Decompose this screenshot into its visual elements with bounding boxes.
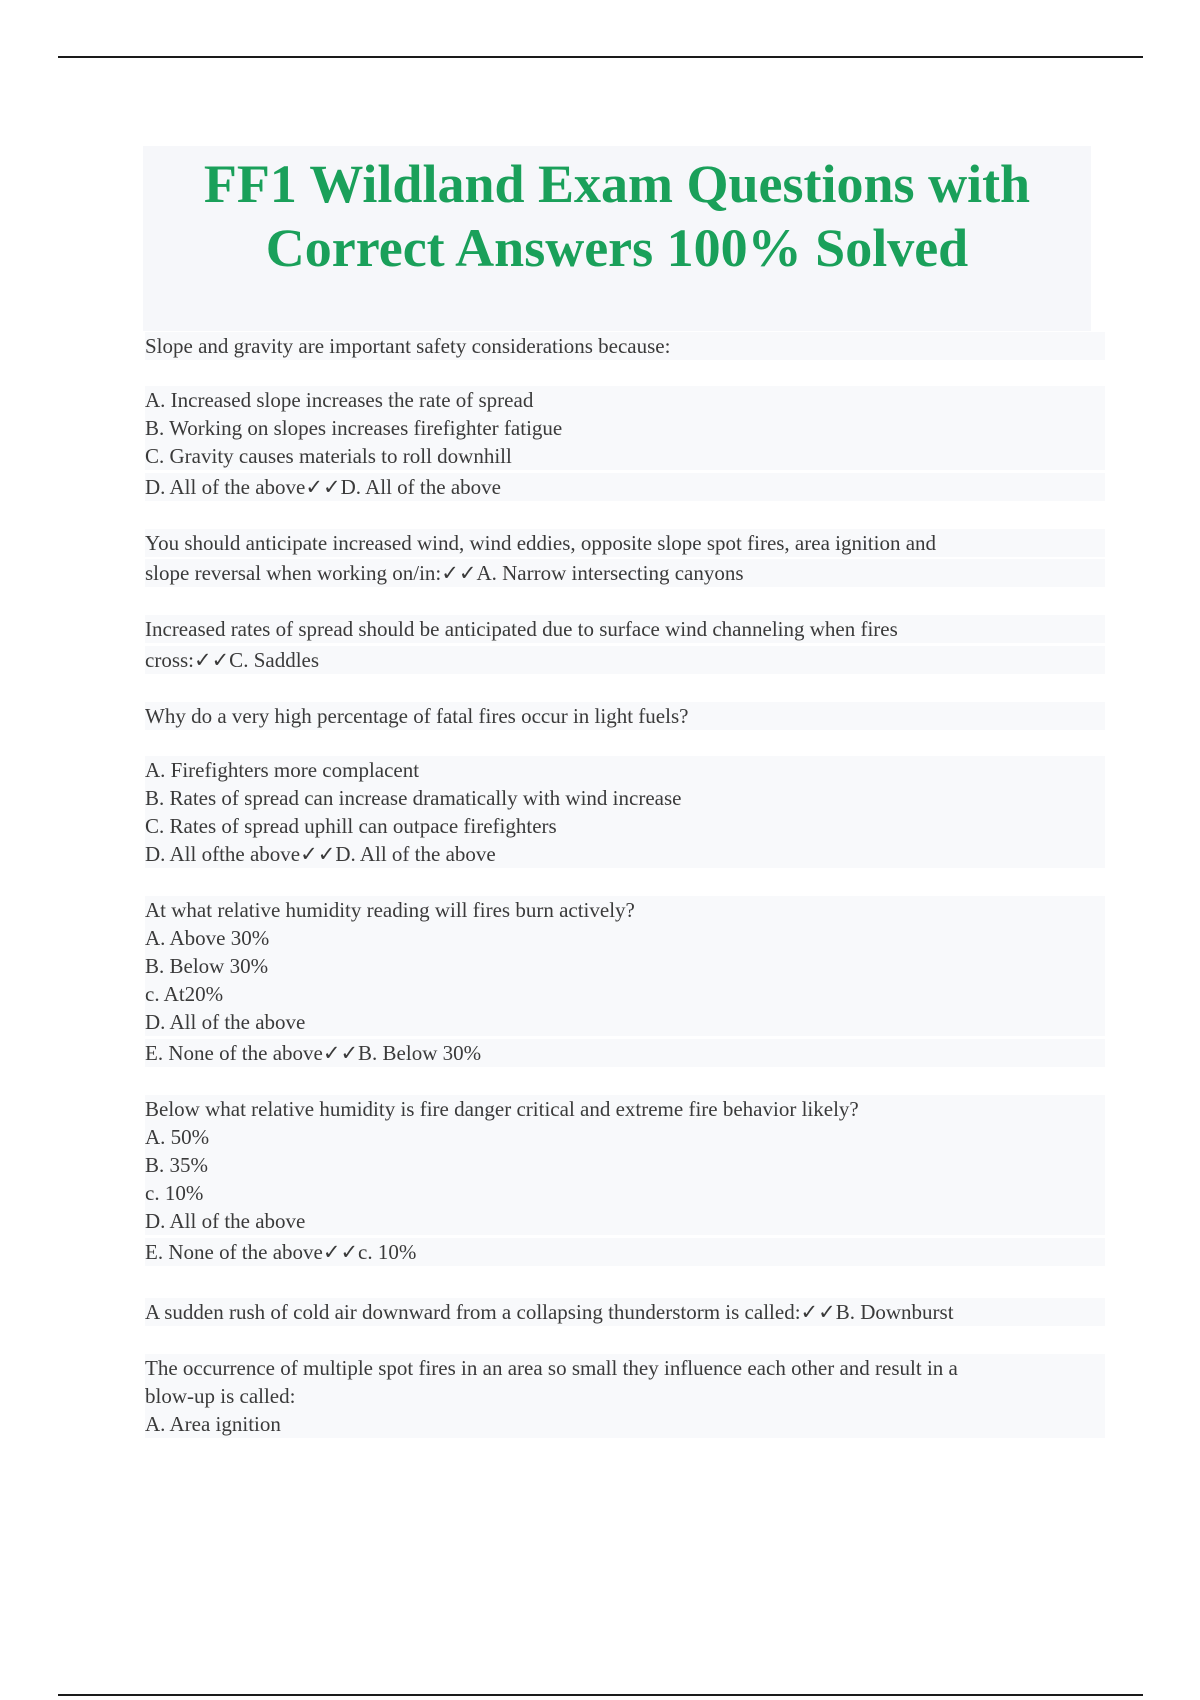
question-text: cross:✓✓C. Saddles — [145, 646, 1105, 674]
question-block-5 — [145, 896, 1105, 1067]
answer-option: D. All ofthe above✓✓D. All of the above — [145, 840, 1105, 868]
question-block-2 — [145, 529, 1105, 587]
answer-option: B. Below 30% — [145, 952, 1105, 980]
question-text: slope reversal when working on/in:✓✓A. Narrow intersecting canyons — [145, 559, 1105, 587]
question-text: A sudden rush of cold air downward from a collapsing thunderstorm is called:✓✓B. Downburst — [145, 1298, 1105, 1326]
answer-option: A. Firefighters more complacent — [145, 756, 1105, 784]
answer-option: E. None of the above✓✓c. 10% — [145, 1238, 1105, 1266]
spacer — [145, 360, 1105, 386]
answer-option: A. 50% — [145, 1123, 1105, 1151]
question-text: blow-up is called: — [145, 1382, 1105, 1410]
question-block-4 — [145, 702, 1105, 868]
question-text: At what relative humidity reading will fires burn actively? — [145, 896, 1105, 924]
answer-option: B. 35% — [145, 1151, 1105, 1179]
spacer — [145, 587, 1105, 615]
question-text: Increased rates of spread should be anticipated due to surface wind channeling when fires — [145, 615, 1105, 643]
spacer — [145, 1326, 1105, 1354]
question-block-1 — [145, 332, 1105, 501]
answer-option: D. All of the above — [145, 1008, 1105, 1036]
spacer — [145, 1067, 1105, 1095]
question-text: Slope and gravity are important safety considerations because: — [145, 332, 1105, 360]
document-title-line-1: FF1 Wildland Exam Questions with — [203, 154, 1031, 214]
answer-option: c. 10% — [145, 1179, 1105, 1207]
spacer — [145, 674, 1105, 702]
answer-option: D. All of the above✓✓D. All of the above — [145, 473, 1105, 501]
document-body — [145, 330, 1105, 1438]
question-block-7 — [145, 1298, 1105, 1326]
answer-option: B. Working on slopes increases firefighter fatigue — [145, 414, 1105, 442]
answer-option: B. Rates of spread can increase dramatically with wind increase — [145, 784, 1105, 812]
answer-option: A. Above 30% — [145, 924, 1105, 952]
question-text: Why do a very high percentage of fatal fires occur in light fuels? — [145, 702, 1105, 730]
question-text: Below what relative humidity is fire danger critical and extreme fire behavior likely? — [145, 1095, 1105, 1123]
answer-option: C. Rates of spread uphill can outpace firefighters — [145, 812, 1105, 840]
bottom-rule — [58, 1694, 1143, 1696]
answer-option: D. All of the above — [145, 1207, 1105, 1235]
spacer — [145, 730, 1105, 756]
top-rule — [58, 56, 1143, 58]
title-box — [143, 146, 1091, 331]
answer-option: c. At20% — [145, 980, 1105, 1008]
question-block-6 — [145, 1095, 1105, 1266]
spacer — [145, 1266, 1105, 1298]
spacer — [145, 501, 1105, 529]
answer-option: A. Area ignition — [145, 1410, 1105, 1438]
answer-option: A. Increased slope increases the rate of spread — [145, 386, 1105, 414]
answer-option: C. Gravity causes materials to roll downhill — [145, 442, 1105, 470]
question-text: You should anticipate increased wind, wind eddies, opposite slope spot fires, area ignition and — [145, 529, 1105, 557]
question-block-3 — [145, 615, 1105, 674]
document-title-line-2: Correct Answers 100% Solved — [265, 218, 969, 278]
question-text: The occurrence of multiple spot fires in an area so small they influence each other and result in a — [145, 1354, 1105, 1382]
answer-option: E. None of the above✓✓B. Below 30% — [145, 1039, 1105, 1067]
spacer — [145, 868, 1105, 896]
question-block-8 — [145, 1354, 1105, 1438]
